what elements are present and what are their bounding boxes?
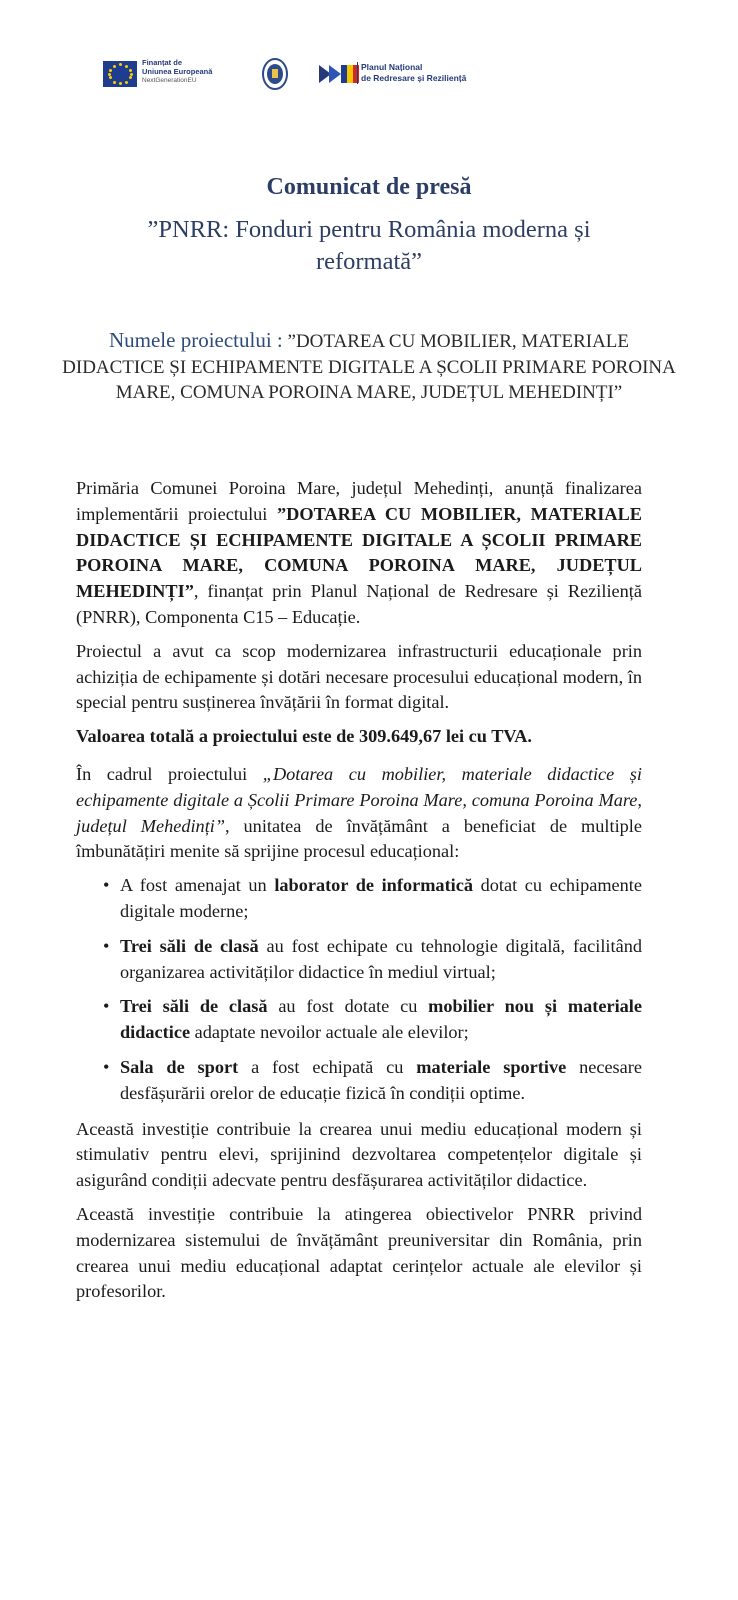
- bullet-icon: •: [103, 996, 110, 1017]
- list-item: • A fost amenajat un laborator de informatică dotat cu echipamente digitale moderne;: [103, 875, 643, 921]
- press-release-body: [76, 476, 642, 1313]
- logo-bar: [103, 57, 623, 93]
- project-name-block: [60, 328, 678, 406]
- project-name-label: Numele proiectului :: [108, 328, 283, 352]
- pnrr-logo-text: Planul Național de Redresare și Reziliență: [361, 62, 467, 83]
- romanian-government-crest-icon: [261, 57, 289, 91]
- list-item: • Trei săli de clasă au fost echipate cu tehnologie digitală, facilitând organizarea activităților didactice în mediul virtual;: [103, 935, 642, 982]
- project-value-statement: Valoarea totală a proiectului este de 309.649,67 lei cu TVA.: [76, 726, 533, 747]
- pnrr-flag-arrow-icon: [319, 63, 359, 85]
- improvements-list: [76, 873, 642, 1106]
- paragraph-scope: Proiectul a avut ca scop modernizarea infrastructurii educaționale prin achiziția de echipamente și dotări necesare procesului educațional modern, în special pentru susținerea învățării în format digital.: [76, 640, 642, 713]
- paragraph-improvements-intro: În cadrul proiectului „Dotarea cu mobilier, materiale didactice și echipamente digitale a Școlii Primare Poroina Mare, comuna Poroina Mare, județul Mehedinți”, unitatea de învățământ a beneficiat de multiple îmbunătățiri menite să sprijine procesul educațional:: [76, 763, 642, 862]
- paragraph-pnrr-objectives: Această investiție contribuie la atingerea obiectivelor PNRR privind modernizarea sistemului de învățământ preuniversitar din România, prin crearea unui mediu educațional adaptat cerințelor actuale ale elevilor și profesorilor.: [76, 1203, 642, 1302]
- page-title: Comunicat de presă: [266, 174, 472, 200]
- page-subtitle: ”PNRR: Fonduri pentru România moderna și reformată”: [147, 216, 591, 275]
- paragraph-announcement: Primăria Comunei Poroina Mare, județul Mehedinți, anunță finalizarea implementării proiectului ”DOTAREA CU MOBILIER, MATERIALE DIDACTICE ȘI ECHIPAMENTE DIGITALE A ȘCOLII PRIMARE POROINA MARE, COMUNA POROINA MARE, JUDEȚUL MEHEDINȚI”, finanțat prin Planul Național de Redresare și Reziliență (PNRR), Componenta C15 – Educație.: [76, 478, 642, 627]
- paragraph-investment-impact: Această investiție contribuie la crearea unui mediu educațional modern și stimulativ pentru elevi, sprijinind dezvoltarea competențelor digitale și asigurând condiții adecvate pentru desfășurarea activităților didactice.: [76, 1118, 642, 1191]
- list-item: • Sala de sport a fost echipată cu materiale sportive necesare desfășurării orelor de educație fizică în condiții optime.: [103, 1056, 642, 1103]
- eu-funding-text: Finanțat de Uniunea Europeană NextGenerationEU: [142, 58, 213, 84]
- list-item: • Trei săli de clasă au fost dotate cu mobilier nou și materiale didactice adaptate nevoilor actuale ale elevilor;: [103, 996, 642, 1043]
- eu-flag-logo: [103, 61, 137, 87]
- bullet-icon: •: [103, 1056, 110, 1077]
- project-name-value: ”DOTAREA CU MOBILIER, MATERIALE DIDACTICE ȘI ECHIPAMENTE DIGITALE A ȘCOLII PRIMARE POROINA MARE, COMUNA POROINA MARE, JUDEȚUL MEHEDINȚI”: [62, 331, 676, 403]
- bullet-icon: •: [103, 875, 110, 896]
- bullet-icon: •: [103, 935, 110, 956]
